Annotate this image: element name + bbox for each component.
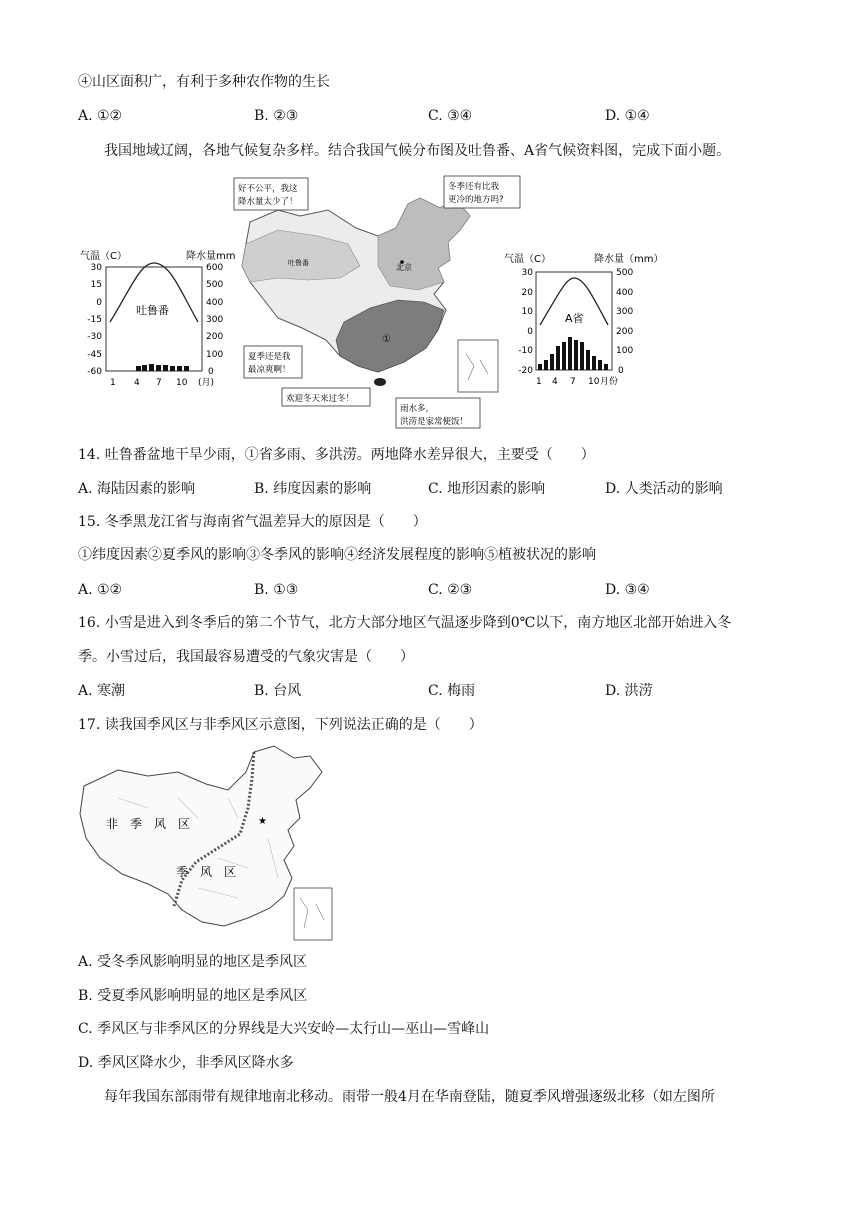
- q16-options: [78, 681, 778, 701]
- rp-200: 200: [616, 327, 634, 337]
- beijing-star-icon: ★: [258, 816, 267, 827]
- bubble-se-l2: 洪涝是家常便饭！: [400, 417, 469, 427]
- rx-4: 4: [552, 377, 558, 387]
- q14-options: [78, 479, 778, 499]
- right-ylabel-precip: 降水量（mm）: [594, 254, 664, 265]
- bubble-ne-l2: 更冷的地方吗?: [448, 195, 504, 205]
- monsoon-region-map: [78, 738, 338, 946]
- lt-0: 0: [96, 298, 102, 308]
- q14-option-c[interactable]: C. 地形因素的影响: [428, 481, 546, 497]
- q16-option-b[interactable]: B. 台风: [254, 683, 302, 699]
- rt-30: 30: [521, 268, 533, 278]
- bubble-sw-l2: 最凉爽啊！: [248, 365, 291, 375]
- rx-7: 7: [570, 377, 576, 387]
- q17-option-c[interactable]: C. 季风区与非季风区的分界线是大兴安岭—太行山—巫山—雪峰山: [78, 1021, 490, 1037]
- bubble-nw-l1: 好不公平，我这: [238, 184, 298, 194]
- lp-400: 400: [206, 298, 224, 308]
- lt-15: 15: [90, 280, 102, 290]
- rp-300: 300: [616, 307, 634, 317]
- rx-1: 1: [536, 377, 542, 387]
- q15-statements: ①纬度因素②夏季风的影响③冬季风的影响④经济发展程度的影响⑤植被状况的影响: [78, 547, 596, 563]
- left-place: 吐鲁番: [136, 304, 169, 317]
- bubble-s: 欢迎冬天来过冬！: [286, 394, 355, 404]
- lp-0: 0: [208, 367, 214, 377]
- q14-option-a[interactable]: A. 海陆因素的影响: [78, 481, 196, 497]
- q17-stem: 17. 读我国季风区与非季风区示意图，下列说法正确的是（ ）: [78, 717, 483, 733]
- option-d[interactable]: D. ①④: [605, 108, 650, 124]
- rt-m20: -20: [518, 366, 533, 376]
- tulufan-climate-chart: [80, 249, 235, 388]
- china-climate-map: [234, 176, 520, 428]
- rp-0: 0: [618, 366, 624, 376]
- q16-stem-line1: 16. 小雪是进入到冬季后的第二个节气，北方大部分地区气温逐步降到0℃以下，南方地区北部开始进入冬: [78, 615, 732, 631]
- lt-m45: -45: [87, 350, 102, 360]
- bubble-ne-l1: 冬季还有比我: [448, 182, 500, 192]
- q14-option-d[interactable]: D. 人类活动的影响: [605, 481, 723, 497]
- left-ylabel-temp: 气温（C）: [80, 251, 127, 262]
- right-ylabel-temp: 气温（C）: [504, 254, 551, 265]
- q14-option-b[interactable]: B. 纬度因素的影响: [254, 481, 372, 497]
- option-a[interactable]: A. ①②: [78, 108, 123, 124]
- climate-figure: [78, 170, 678, 435]
- lx-4: 4: [134, 378, 140, 388]
- q16-stem-line2: 季。小雪过后，我国最容易遭受的气象灾害是（ ）: [78, 649, 414, 665]
- rt-0: 0: [527, 327, 533, 337]
- label-non-monsoon: 非 季 风 区: [106, 817, 191, 831]
- lp-500: 500: [206, 280, 224, 290]
- label-monsoon: 季 风 区: [176, 865, 237, 879]
- rp-500: 500: [616, 268, 634, 278]
- lx-10: 10: [176, 378, 188, 388]
- map-region-1: ①: [382, 334, 391, 345]
- lp-600: 600: [206, 263, 224, 273]
- map-label-tulufan: 吐鲁番: [288, 259, 309, 267]
- rt-m10: -10: [518, 346, 533, 356]
- q14-stem: 14. 吐鲁番盆地干旱少雨，①省多雨、多洪涝。两地降水差异很大，主要受（ ）: [78, 447, 595, 463]
- bubble-se-l1: 雨水多，: [400, 404, 435, 414]
- q17-option-b[interactable]: B. 受夏季风影响明显的地区是季风区: [78, 988, 308, 1004]
- left-ylabel-precip: 降水量mm: [186, 251, 236, 262]
- q15-option-b[interactable]: B. ①③: [254, 582, 299, 598]
- lt-m15: -15: [87, 315, 102, 325]
- a-province-climate-chart: [504, 252, 663, 387]
- lt-m60: -60: [87, 367, 102, 377]
- map-label-beijing: 北京: [396, 263, 412, 272]
- q16-option-c[interactable]: C. 梅雨: [428, 683, 476, 699]
- option-b[interactable]: B. ②③: [254, 108, 299, 124]
- rx-unit: 月份: [600, 377, 619, 387]
- q17-option-d[interactable]: D. 季风区降水少，非季风区降水多: [78, 1055, 294, 1071]
- q15-stem: 15. 冬季黑龙江省与海南省气温差异大的原因是（ ）: [78, 514, 427, 530]
- lx-unit: (月): [198, 378, 215, 388]
- right-place: A省: [565, 312, 584, 325]
- q17-option-a[interactable]: A. 受冬季风影响明显的地区是季风区: [78, 954, 308, 970]
- rt-20: 20: [521, 288, 533, 298]
- q16-option-a[interactable]: A. 寒潮: [78, 683, 126, 699]
- prev-options: [78, 106, 778, 126]
- rp-100: 100: [616, 346, 634, 356]
- q15-options: [78, 580, 778, 600]
- lx-7: 7: [156, 378, 162, 388]
- lp-300: 300: [206, 315, 224, 325]
- rt-10: 10: [521, 307, 533, 317]
- q15-option-c[interactable]: C. ②③: [428, 582, 473, 598]
- lt-30: 30: [90, 263, 102, 273]
- statement-4: ④山区面积广，有利于多种农作物的生长: [78, 74, 330, 90]
- lx-1: 1: [110, 378, 116, 388]
- intro-paragraph-1: 我国地域辽阔，各地气候复杂多样。结合我国气候分布图及吐鲁番、A省气候资料图，完成下面小题。: [104, 143, 731, 159]
- lt-m30: -30: [87, 332, 102, 342]
- option-c[interactable]: C. ③④: [428, 108, 473, 124]
- q16-option-d[interactable]: D. 洪涝: [605, 683, 653, 699]
- q15-option-a[interactable]: A. ①②: [78, 582, 123, 598]
- bubble-nw-l2: 降水量太少了！: [238, 197, 298, 207]
- bubble-sw-l1: 夏季还是我: [248, 352, 291, 362]
- rx-10: 10: [588, 377, 600, 387]
- intro-paragraph-2: 每年我国东部雨带有规律地南北移动。雨带一般4月在华南登陆，随夏季风增强逐级北移（如左图所: [104, 1089, 715, 1105]
- lp-100: 100: [206, 350, 224, 360]
- rp-400: 400: [616, 288, 634, 298]
- lp-200: 200: [206, 332, 224, 342]
- q15-option-d[interactable]: D. ③④: [605, 582, 650, 598]
